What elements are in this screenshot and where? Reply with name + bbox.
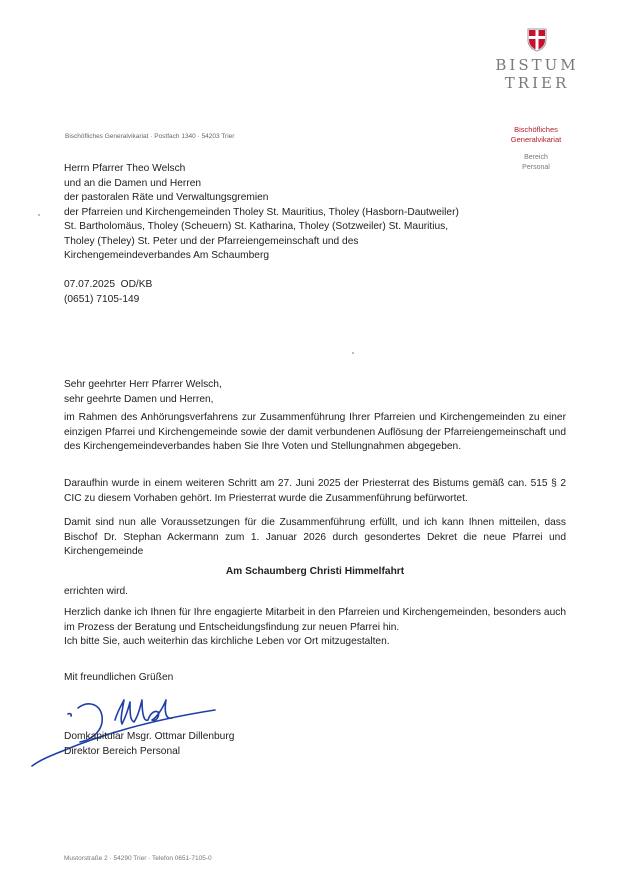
phone-number: (0651) 7105-149 bbox=[64, 293, 140, 305]
logo-text-bistum: BISTUM bbox=[495, 56, 579, 74]
coat-of-arms-icon bbox=[527, 28, 547, 52]
paragraph-4: errichten wird. bbox=[64, 586, 128, 597]
sender-return-address: Bischöfliches Generalvikariat · Postfach 1340 · 54203 Trier bbox=[65, 133, 235, 140]
organization-line-2: Generalvikariat bbox=[510, 135, 562, 144]
letter-meta bbox=[64, 278, 152, 307]
paragraph-1: im Rahmen des Anhörungsverfahrens zur Zusammenführung Ihrer Pfarreien und Kirchengemeinden zu einer einzigen Pfarrei und Kirchengemeinde sowie der damit verbundenen Auflösung der Pfarreiengemeinschaft und des Kirchengemeindeverbandes haben Sie Ihre Voten und Stellungnahmen abgegeben. bbox=[64, 412, 566, 452]
logo-text-trier: TRIER bbox=[504, 74, 570, 92]
recipient-address bbox=[64, 162, 459, 264]
bistum-trier-logo bbox=[492, 28, 582, 92]
department-line-2: Personal bbox=[522, 163, 550, 171]
recipient-line: der Pfarreien und Kirchengemeinden Tholey St. Mauritius, Tholey (Hasborn-Dautweiler) bbox=[64, 206, 459, 218]
department-name bbox=[488, 153, 584, 172]
recipient-line: und an die Damen und Herren bbox=[64, 177, 202, 189]
date-reference: 07.07.2025 OD/KB bbox=[64, 279, 153, 290]
closing: Mit freundlichen Grüßen bbox=[64, 672, 174, 683]
recipient-line: Kirchengemeindeverbandes Am Schaumberg bbox=[64, 250, 270, 261]
organization-name bbox=[488, 125, 584, 145]
recipient-line: der pastoralen Räte und Verwaltungsgremien bbox=[64, 192, 269, 203]
paragraph-2: Daraufhin wurde in einem weiteren Schritt am 27. Juni 2025 der Priesterrat des Bistums gemäß can. 515 § 2 CIC zu diesem Vorhaben gehört. Im Priesterrat wurde die Zusammenführung befürwortet. bbox=[64, 478, 566, 504]
recipient-line: St. Bartholomäus, Tholey (Scheuern) St. Katharina, Tholey (Sotzweiler) St. Mauritius, bbox=[64, 221, 449, 232]
department-line-1: Bereich bbox=[524, 154, 548, 161]
recipient-line: Herrn Pfarrer Theo Welsch bbox=[64, 163, 186, 174]
paragraph-3: Damit sind nun alle Voraussetzungen für die Zusammenführung erfüllt, und ich kann Ihnen mitteilen, dass Bischof Dr. Stephan Ackermann zum 1. Januar 2026 durch gesondertes Dekret die neue Pfarrei und Kirchengemeinde bbox=[64, 517, 566, 557]
recipient-line: Tholey (Theley) St. Peter und der Pfarreiengemeinschaft und des bbox=[64, 235, 359, 247]
footer-address: Mustorstraße 2 · 54290 Trier · Telefon 0651-7105-0 bbox=[64, 855, 212, 862]
signatory-title: Direktor Bereich Personal bbox=[64, 745, 181, 757]
signatory-name: Domkapitular Msgr. Ottmar Dillenburg bbox=[64, 731, 235, 742]
margin-mark bbox=[352, 352, 354, 354]
organization-line-1: Bischöfliches bbox=[514, 125, 558, 134]
paragraph-6: Ich bitte Sie, auch weiterhin das kirchliche Leben vor Ort mitzugestalten. bbox=[64, 636, 390, 647]
salutation-line: Sehr geehrter Herr Pfarrer Welsch, bbox=[64, 379, 222, 390]
salutation-line: sehr geehrte Damen und Herren, bbox=[64, 393, 214, 405]
parish-name: Am Schaumberg Christi Himmelfahrt bbox=[225, 566, 405, 577]
margin-mark bbox=[38, 214, 40, 216]
salutation bbox=[64, 378, 566, 407]
signatory-block bbox=[64, 730, 234, 759]
paragraph-5: Herzlich danke ich Ihnen für Ihre engagierte Mitarbeit in den Pfarreien und Kirchengemeinden, besonders auch im Prozess der Beratung und Entscheidungsfindung zur neuen Pfarrei hin. bbox=[64, 607, 566, 633]
